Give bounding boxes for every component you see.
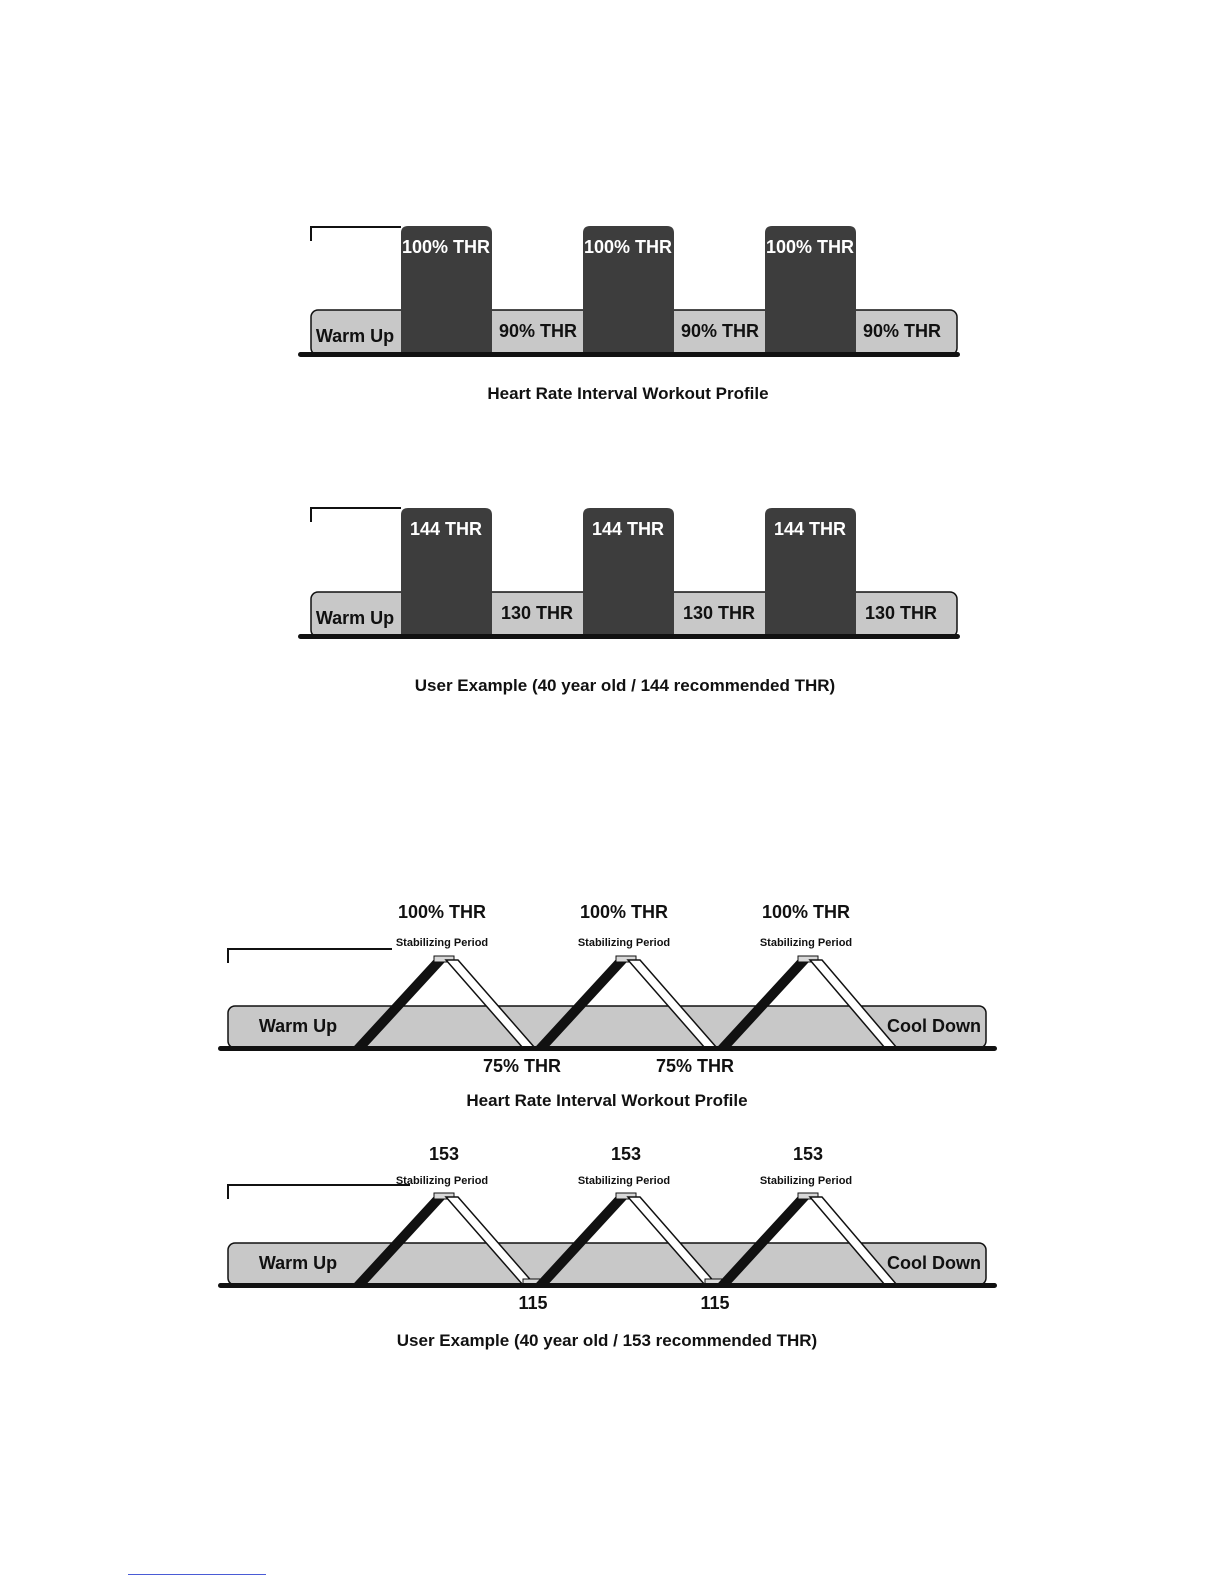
warmup-label: Warm Up xyxy=(258,1253,338,1273)
cooldown-label: Cool Down xyxy=(887,1253,981,1273)
trough-label: 130 THR xyxy=(864,603,938,623)
cooldown-label: Cool Down xyxy=(887,1016,981,1036)
axis-tick xyxy=(311,227,401,241)
stabilizing-label: Stabilizing Period xyxy=(577,937,671,949)
axis-tick xyxy=(228,1185,410,1199)
peak-label: 100% THR xyxy=(761,902,851,922)
peak-label: 100% THR xyxy=(765,237,855,257)
diagram-caption: User Example (40 year old / 144 recommended THR) xyxy=(414,676,836,695)
warmup-label: Warm Up xyxy=(315,608,395,628)
footnote-rule xyxy=(128,1574,266,1575)
stabilizing-label: Stabilizing Period xyxy=(395,937,489,949)
diagram-caption: Heart Rate Interval Workout Profile xyxy=(466,1091,748,1110)
baseline xyxy=(218,1283,997,1288)
trough-label: 90% THR xyxy=(498,321,578,341)
ramp-profile-diagram-4 xyxy=(218,1144,997,1350)
axis-tick xyxy=(311,508,401,522)
peak-label: 100% THR xyxy=(401,237,491,257)
trough-label: 115 xyxy=(518,1293,548,1313)
baseline xyxy=(218,1046,997,1051)
trough-label: 90% THR xyxy=(862,321,942,341)
peak-label: 144 THR xyxy=(409,519,483,539)
trough-label: 75% THR xyxy=(655,1056,735,1076)
stabilizing-label: Stabilizing Period xyxy=(577,1175,671,1187)
trough-label: 90% THR xyxy=(680,321,760,341)
peak-label: 144 THR xyxy=(591,519,665,539)
warmup-label: Warm Up xyxy=(315,326,395,346)
stabilizing-label: Stabilizing Period xyxy=(759,937,853,949)
peak-label: 100% THR xyxy=(583,237,673,257)
warmup-label: Warm Up xyxy=(258,1016,338,1036)
baseline xyxy=(298,634,960,639)
peak-label: 153 xyxy=(428,1144,460,1164)
baseline xyxy=(298,352,960,357)
trough-label: 130 THR xyxy=(682,603,756,623)
trough-label: 75% THR xyxy=(482,1056,562,1076)
peak-label: 153 xyxy=(610,1144,642,1164)
stabilizing-label: Stabilizing Period xyxy=(759,1175,853,1187)
step-profile-diagram-2 xyxy=(298,508,960,695)
diagram-caption: Heart Rate Interval Workout Profile xyxy=(487,384,769,403)
diagram-caption: User Example (40 year old / 153 recommended THR) xyxy=(396,1331,818,1350)
peak-label: 100% THR xyxy=(579,902,669,922)
axis-tick xyxy=(228,949,392,963)
peak-label: 100% THR xyxy=(397,902,487,922)
peak-label: 153 xyxy=(792,1144,824,1164)
trough-label: 130 THR xyxy=(500,603,574,623)
step-profile-diagram-1 xyxy=(298,226,960,403)
peak-label: 144 THR xyxy=(773,519,847,539)
trough-label: 115 xyxy=(700,1293,730,1313)
stabilizing-label: Stabilizing Period xyxy=(395,1175,489,1187)
ramp-profile-diagram-3 xyxy=(218,902,997,1110)
